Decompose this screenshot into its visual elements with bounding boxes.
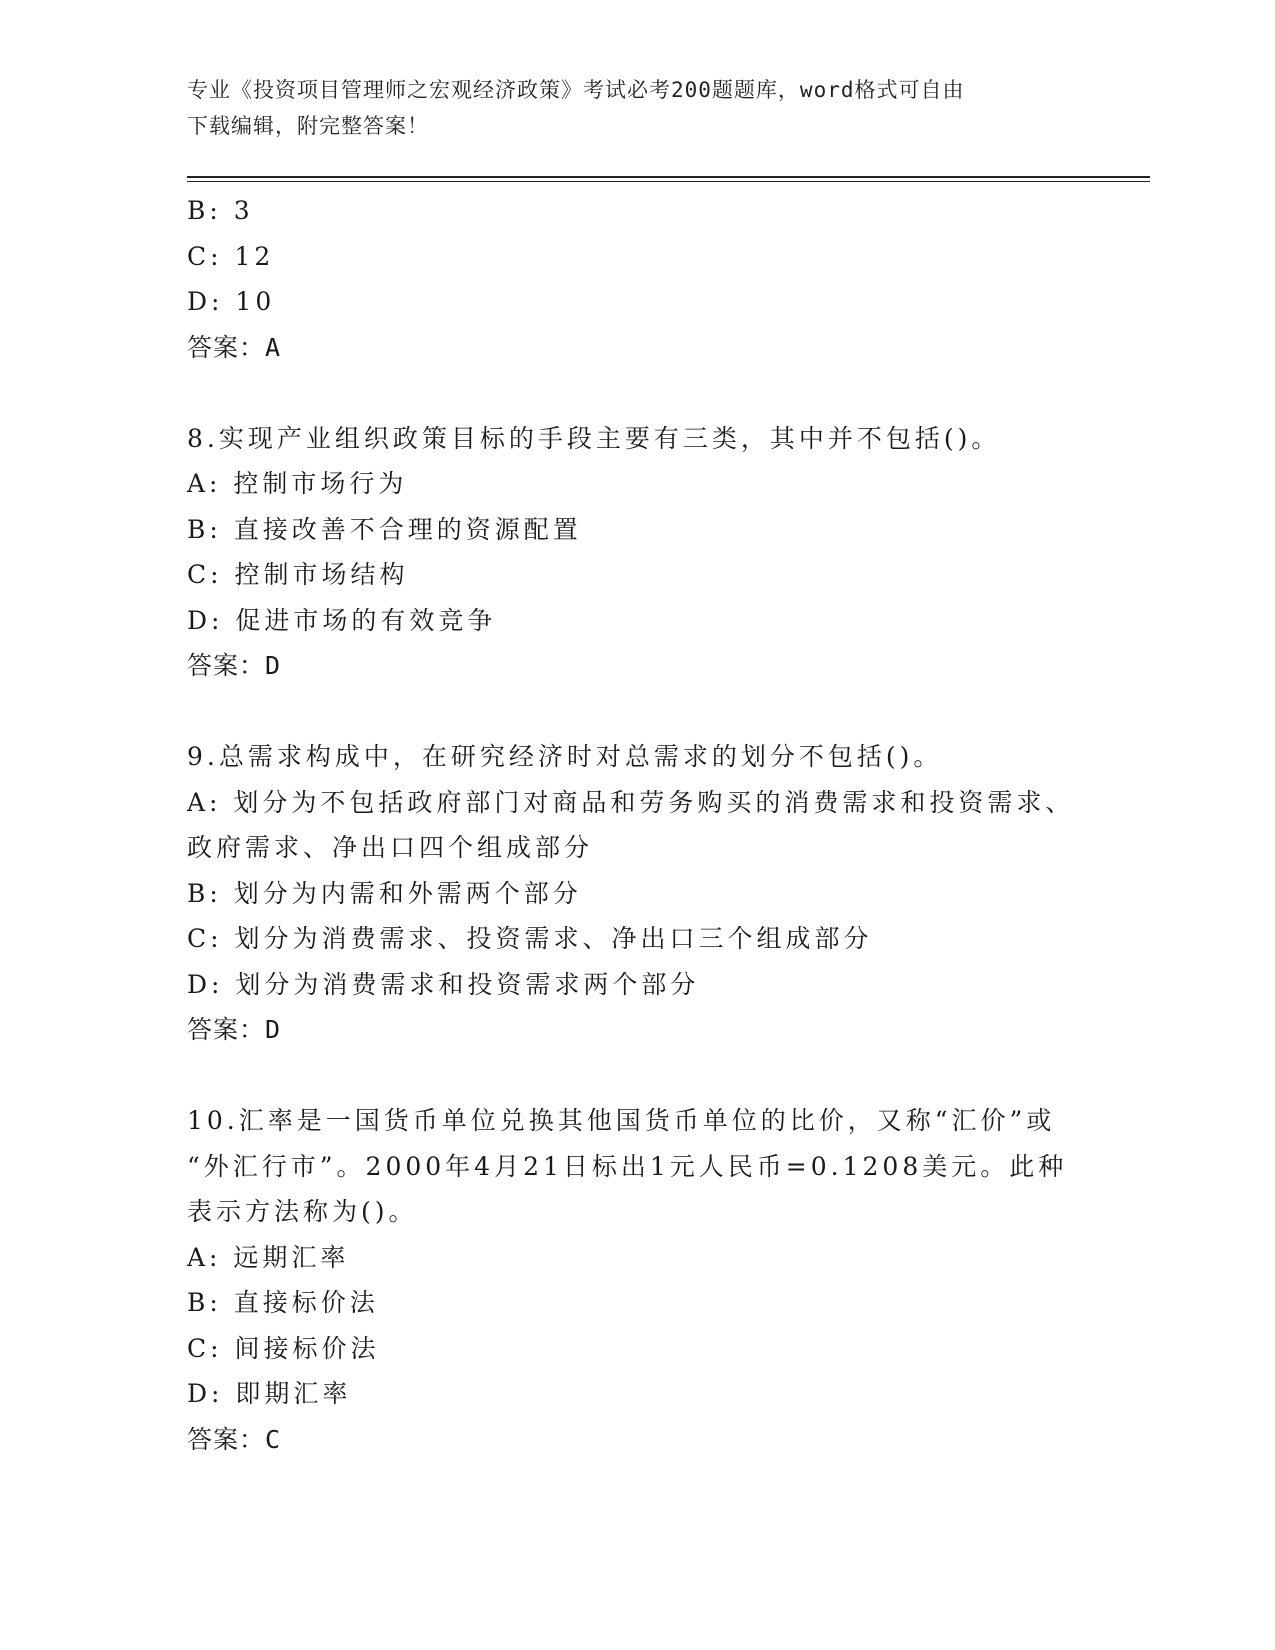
answer-line: 答案：A xyxy=(187,332,282,362)
question-stem-line-2: “外汇行市”。2000年4月21日标出1元人民币=0.1208美元。此种 xyxy=(187,1151,1068,1181)
option-a: A: 控制市场行为 xyxy=(187,469,408,498)
option-d: D: 10 xyxy=(187,287,276,316)
header-divider-thin xyxy=(187,181,1150,182)
question-8 xyxy=(187,416,1087,689)
option-a-line-2: 政府需求、净出口四个组成部分 xyxy=(187,833,594,862)
question-9 xyxy=(187,734,1087,1053)
question-stem: 9.总需求构成中，在研究经济时对总需求的划分不包括()。 xyxy=(187,742,943,771)
option-c: C: 12 xyxy=(187,241,275,271)
option-b: B: 直接标价法 xyxy=(187,1288,379,1317)
option-d: D: 划分为消费需求和投资需求两个部分 xyxy=(187,969,700,999)
document-body xyxy=(187,188,1087,1462)
option-d: D: 促进市场的有效竞争 xyxy=(187,605,497,635)
option-d: D: 即期汇率 xyxy=(187,1379,352,1408)
option-a: A: 远期汇率 xyxy=(187,1242,350,1272)
document-header xyxy=(187,72,1067,144)
option-c: C: 间接标价法 xyxy=(187,1333,380,1363)
spacer xyxy=(187,1053,1087,1099)
answer-line: 答案：D xyxy=(187,651,282,680)
answer-line: 答案：D xyxy=(187,1015,282,1044)
option-a-line-1: A: 划分为不包括政府部门对商品和劳务购买的消费需求和投资需求、 xyxy=(187,787,1075,817)
question-10 xyxy=(187,1098,1087,1462)
header-line-2: 下载编辑，附完整答案！ xyxy=(187,114,429,138)
question-stem-line-1: 10.汇率是一国货币单位兑换其他国货币单位的比价，又称“汇价”或 xyxy=(187,1106,1056,1135)
question-stem: 8.实现产业组织政策目标的手段主要有三类，其中并不包括()。 xyxy=(187,423,1001,453)
option-b: B: 划分为内需和外需两个部分 xyxy=(187,878,582,908)
spacer xyxy=(187,370,1087,416)
question-7-continued xyxy=(187,188,1087,370)
header-divider-thick xyxy=(187,176,1150,178)
option-c: C: 控制市场结构 xyxy=(187,560,409,589)
spacer xyxy=(187,689,1087,735)
option-c: C: 划分为消费需求、投资需求、净出口三个组成部分 xyxy=(187,924,873,953)
option-b: B: 直接改善不合理的资源配置 xyxy=(187,514,582,544)
answer-line: 答案：C xyxy=(187,1424,282,1454)
option-b: B: 3 xyxy=(187,196,254,225)
question-stem-line-3: 表示方法称为()。 xyxy=(187,1197,418,1226)
header-line-1: 专业《投资项目管理师之宏观经济政策》考试必考200题题库，word格式可自由 xyxy=(187,78,965,102)
